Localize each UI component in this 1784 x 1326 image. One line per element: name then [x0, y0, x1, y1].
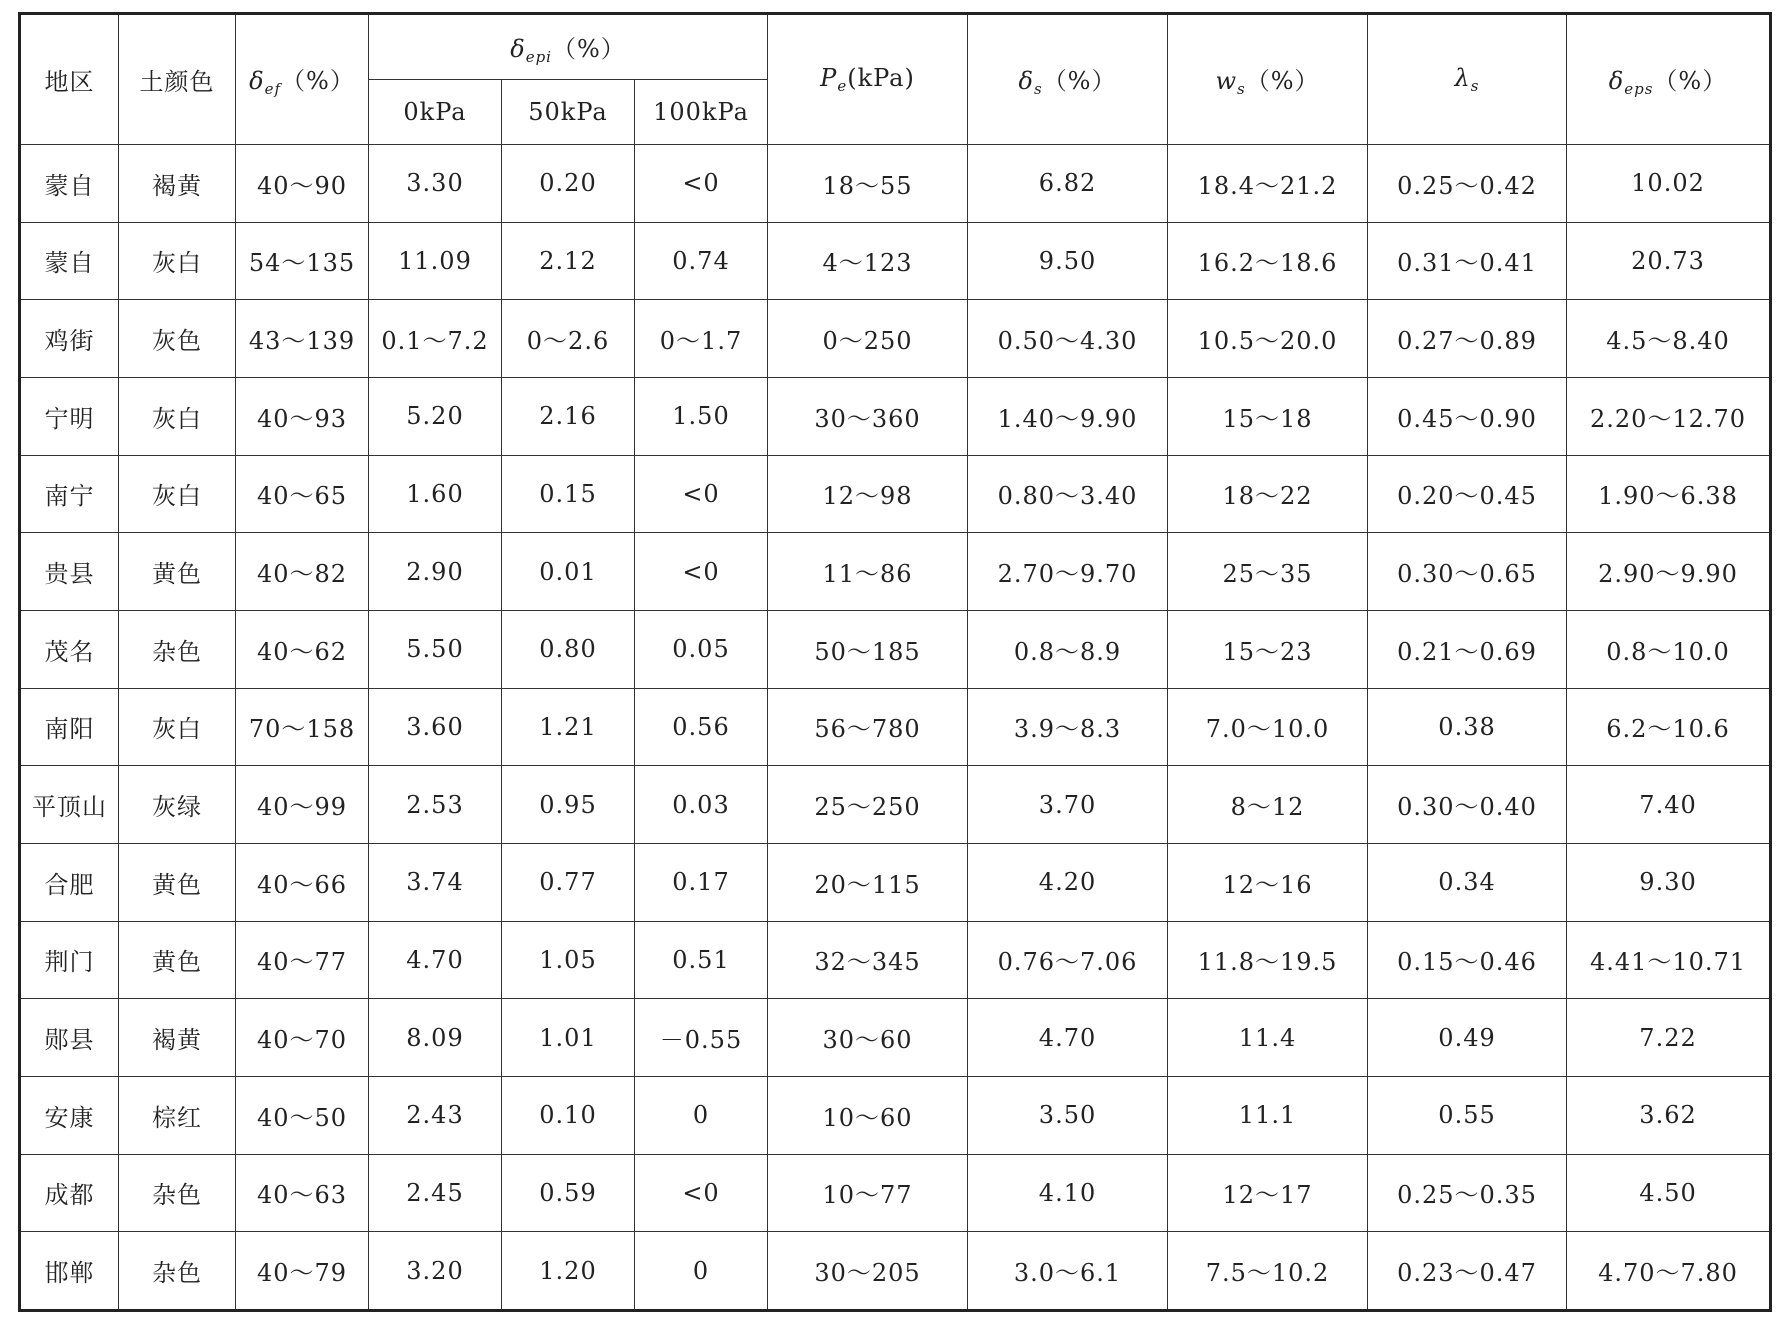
cell-d-ef: 40～82 — [236, 533, 369, 611]
cell-w-s: 18～22 — [1168, 455, 1368, 533]
cell-soil-color: 灰色 — [119, 300, 236, 378]
cell-lambda-s: 0.15～0.46 — [1368, 921, 1567, 999]
cell-d-epi-50kpa: 2.16 — [502, 377, 635, 455]
cell-w-s: 11.4 — [1168, 999, 1368, 1077]
header-w-s-sub: s — [1237, 80, 1246, 98]
cell-d-s: 9.50 — [968, 222, 1168, 300]
cell-soil-color: 灰绿 — [119, 766, 236, 844]
cell-d-epi-50kpa: 0.59 — [502, 1154, 635, 1232]
cell-region: 安康 — [20, 1076, 119, 1154]
cell-region: 茂名 — [20, 610, 119, 688]
cell-d-epi-50kpa: 2.12 — [502, 222, 635, 300]
cell-d-eps: 7.40 — [1567, 766, 1771, 844]
cell-soil-color: 杂色 — [119, 1232, 236, 1311]
cell-pe: 10～60 — [768, 1076, 968, 1154]
cell-d-epi-0kpa: 1.60 — [369, 455, 502, 533]
header-d-ef-symbol: δ — [249, 67, 265, 95]
cell-d-epi-50kpa: 0.95 — [502, 766, 635, 844]
header-d-epi-50kpa: 50kPa — [502, 80, 635, 145]
cell-pe: 50～185 — [768, 610, 968, 688]
cell-w-s: 18.4～21.2 — [1168, 145, 1368, 223]
cell-w-s: 7.5～10.2 — [1168, 1232, 1368, 1311]
cell-d-epi-100kpa: <0 — [635, 145, 768, 223]
cell-d-epi-50kpa: 0.01 — [502, 533, 635, 611]
cell-d-s: 3.50 — [968, 1076, 1168, 1154]
cell-region: 郧县 — [20, 999, 119, 1077]
table-row — [20, 1154, 1771, 1232]
cell-pe: 56～780 — [768, 688, 968, 766]
header-d-epi-100kpa: 100kPa — [635, 80, 768, 145]
cell-lambda-s: 0.21～0.69 — [1368, 610, 1567, 688]
header-d-s-unit: （%） — [1042, 67, 1117, 95]
cell-d-ef: 40～66 — [236, 843, 369, 921]
table-row — [20, 766, 1771, 844]
cell-w-s: 7.0～10.0 — [1168, 688, 1368, 766]
cell-d-epi-100kpa: 0.05 — [635, 610, 768, 688]
cell-d-eps: 6.2～10.6 — [1567, 688, 1771, 766]
header-d-s — [968, 14, 1168, 145]
header-w-s-symbol: w — [1215, 67, 1238, 95]
cell-d-epi-50kpa: 0.15 — [502, 455, 635, 533]
cell-region: 蒙自 — [20, 145, 119, 223]
cell-lambda-s: 0.27～0.89 — [1368, 300, 1567, 378]
table-row — [20, 1232, 1771, 1311]
cell-d-epi-100kpa: <0 — [635, 1154, 768, 1232]
cell-d-epi-100kpa: <0 — [635, 455, 768, 533]
cell-d-s: 1.40～9.90 — [968, 377, 1168, 455]
cell-soil-color: 灰白 — [119, 688, 236, 766]
cell-d-epi-100kpa: －0.55 — [635, 999, 768, 1077]
cell-d-epi-100kpa: 0.56 — [635, 688, 768, 766]
cell-d-ef: 40～79 — [236, 1232, 369, 1311]
cell-soil-color: 黄色 — [119, 533, 236, 611]
cell-d-s: 4.70 — [968, 999, 1168, 1077]
table-row — [20, 222, 1771, 300]
cell-d-epi-50kpa: 0.80 — [502, 610, 635, 688]
cell-d-epi-0kpa: 2.45 — [369, 1154, 502, 1232]
header-lambda-s — [1368, 14, 1567, 145]
cell-d-eps: 0.8～10.0 — [1567, 610, 1771, 688]
cell-lambda-s: 0.34 — [1368, 843, 1567, 921]
cell-d-s: 0.80～3.40 — [968, 455, 1168, 533]
cell-lambda-s: 0.25～0.35 — [1368, 1154, 1567, 1232]
cell-soil-color: 黄色 — [119, 921, 236, 999]
cell-soil-color: 褐黄 — [119, 999, 236, 1077]
header-d-eps — [1567, 14, 1771, 145]
cell-d-ef: 40～65 — [236, 455, 369, 533]
cell-region: 合肥 — [20, 843, 119, 921]
cell-d-epi-50kpa: 1.20 — [502, 1232, 635, 1311]
cell-d-eps: 3.62 — [1567, 1076, 1771, 1154]
table-row — [20, 455, 1771, 533]
table-row — [20, 999, 1771, 1077]
cell-region: 荆门 — [20, 921, 119, 999]
cell-w-s: 12～16 — [1168, 843, 1368, 921]
cell-d-ef: 40～50 — [236, 1076, 369, 1154]
cell-w-s: 25～35 — [1168, 533, 1368, 611]
cell-region: 成都 — [20, 1154, 119, 1232]
cell-w-s: 16.2～18.6 — [1168, 222, 1368, 300]
cell-d-epi-100kpa: <0 — [635, 533, 768, 611]
cell-d-epi-100kpa: 0.51 — [635, 921, 768, 999]
cell-d-epi-100kpa: 0 — [635, 1232, 768, 1311]
header-pe-unit: (kPa) — [847, 64, 915, 92]
cell-d-epi-0kpa: 2.90 — [369, 533, 502, 611]
header-pe-sub: e — [837, 77, 848, 95]
header-w-s — [1168, 14, 1368, 145]
data-table — [18, 12, 1772, 1312]
header-d-ef — [236, 14, 369, 145]
cell-d-epi-0kpa: 5.50 — [369, 610, 502, 688]
cell-d-epi-0kpa: 0.1～7.2 — [369, 300, 502, 378]
cell-pe: 10～77 — [768, 1154, 968, 1232]
cell-soil-color: 灰白 — [119, 455, 236, 533]
cell-d-s: 2.70～9.70 — [968, 533, 1168, 611]
header-d-eps-sub: eps — [1624, 80, 1654, 98]
cell-d-epi-100kpa: 1.50 — [635, 377, 768, 455]
cell-d-epi-0kpa: 4.70 — [369, 921, 502, 999]
header-d-s-sub: s — [1033, 80, 1043, 98]
cell-d-epi-100kpa: 0.03 — [635, 766, 768, 844]
cell-d-epi-0kpa: 2.43 — [369, 1076, 502, 1154]
cell-w-s: 11.8～19.5 — [1168, 921, 1368, 999]
cell-w-s: 11.1 — [1168, 1076, 1368, 1154]
cell-lambda-s: 0.25～0.42 — [1368, 145, 1567, 223]
cell-soil-color: 灰白 — [119, 222, 236, 300]
cell-d-epi-0kpa: 11.09 — [369, 222, 502, 300]
header-pe-symbol: P — [820, 64, 838, 92]
cell-lambda-s: 0.30～0.40 — [1368, 766, 1567, 844]
cell-pe: 25～250 — [768, 766, 968, 844]
cell-d-eps: 20.73 — [1567, 222, 1771, 300]
table-body — [20, 145, 1771, 1311]
header-lambda-s-sub: s — [1470, 77, 1480, 95]
cell-region: 鸡街 — [20, 300, 119, 378]
cell-w-s: 10.5～20.0 — [1168, 300, 1368, 378]
cell-d-ef: 43～139 — [236, 300, 369, 378]
cell-region: 宁明 — [20, 377, 119, 455]
cell-soil-color: 杂色 — [119, 1154, 236, 1232]
cell-d-epi-50kpa: 1.05 — [502, 921, 635, 999]
cell-d-epi-100kpa: 0～1.7 — [635, 300, 768, 378]
table-header — [20, 14, 1771, 145]
cell-d-ef: 40～93 — [236, 377, 369, 455]
table-row — [20, 1076, 1771, 1154]
cell-d-ef: 40～63 — [236, 1154, 369, 1232]
cell-d-epi-50kpa: 0.10 — [502, 1076, 635, 1154]
cell-d-epi-0kpa: 8.09 — [369, 999, 502, 1077]
cell-soil-color: 棕红 — [119, 1076, 236, 1154]
cell-region: 南阳 — [20, 688, 119, 766]
cell-w-s: 15～23 — [1168, 610, 1368, 688]
cell-pe: 0～250 — [768, 300, 968, 378]
cell-lambda-s: 0.38 — [1368, 688, 1567, 766]
cell-lambda-s: 0.20～0.45 — [1368, 455, 1567, 533]
cell-d-eps: 4.5～8.40 — [1567, 300, 1771, 378]
cell-pe: 18～55 — [768, 145, 968, 223]
header-region: 地区 — [20, 14, 119, 145]
cell-region: 平顶山 — [20, 766, 119, 844]
cell-d-epi-0kpa: 5.20 — [369, 377, 502, 455]
cell-region: 南宁 — [20, 455, 119, 533]
cell-d-s: 3.0～6.1 — [968, 1232, 1168, 1311]
cell-d-epi-100kpa: 0 — [635, 1076, 768, 1154]
table-row — [20, 688, 1771, 766]
header-d-ef-sub: ef — [264, 80, 282, 98]
cell-d-eps: 2.90～9.90 — [1567, 533, 1771, 611]
table-row — [20, 610, 1771, 688]
table-row — [20, 843, 1771, 921]
cell-d-eps: 4.41～10.71 — [1567, 921, 1771, 999]
cell-soil-color: 杂色 — [119, 610, 236, 688]
cell-pe: 4～123 — [768, 222, 968, 300]
cell-d-epi-0kpa: 3.30 — [369, 145, 502, 223]
cell-d-eps: 4.50 — [1567, 1154, 1771, 1232]
header-d-epi-symbol: δ — [510, 34, 526, 63]
cell-d-epi-100kpa: 0.17 — [635, 843, 768, 921]
cell-lambda-s: 0.49 — [1368, 999, 1567, 1077]
cell-region: 蒙自 — [20, 222, 119, 300]
cell-d-ef: 70～158 — [236, 688, 369, 766]
header-d-epi — [369, 14, 768, 80]
header-d-epi-sub: epi — [525, 47, 552, 66]
header-d-s-symbol: δ — [1018, 67, 1034, 95]
cell-lambda-s: 0.45～0.90 — [1368, 377, 1567, 455]
cell-d-eps: 10.02 — [1567, 145, 1771, 223]
header-d-epi-0kpa: 0kPa — [369, 80, 502, 145]
header-d-ef-unit: （%） — [281, 67, 355, 95]
header-d-epi-unit: （%） — [551, 34, 626, 63]
cell-d-epi-0kpa: 3.60 — [369, 688, 502, 766]
cell-pe: 30～60 — [768, 999, 968, 1077]
header-d-eps-unit: （%） — [1653, 67, 1728, 95]
cell-region: 邯郸 — [20, 1232, 119, 1311]
cell-d-s: 4.20 — [968, 843, 1168, 921]
cell-w-s: 15～18 — [1168, 377, 1368, 455]
header-pe — [768, 14, 968, 145]
cell-pe: 11～86 — [768, 533, 968, 611]
cell-d-s: 0.8～8.9 — [968, 610, 1168, 688]
header-w-s-unit: （%） — [1245, 67, 1320, 95]
cell-d-epi-50kpa: 1.21 — [502, 688, 635, 766]
cell-lambda-s: 0.55 — [1368, 1076, 1567, 1154]
header-lambda-s-symbol: λ — [1454, 64, 1471, 92]
table-row — [20, 377, 1771, 455]
cell-d-eps: 2.20～12.70 — [1567, 377, 1771, 455]
cell-d-ef: 40～77 — [236, 921, 369, 999]
cell-d-ef: 40～62 — [236, 610, 369, 688]
table-row — [20, 300, 1771, 378]
cell-d-s: 0.50～4.30 — [968, 300, 1168, 378]
table-row — [20, 145, 1771, 223]
cell-lambda-s: 0.23～0.47 — [1368, 1232, 1567, 1311]
cell-w-s: 8～12 — [1168, 766, 1368, 844]
header-soil-color: 土颜色 — [119, 14, 236, 145]
cell-d-epi-100kpa: 0.74 — [635, 222, 768, 300]
cell-region: 贵县 — [20, 533, 119, 611]
cell-d-epi-0kpa: 3.74 — [369, 843, 502, 921]
cell-d-epi-0kpa: 2.53 — [369, 766, 502, 844]
cell-pe: 30～205 — [768, 1232, 968, 1311]
cell-d-ef: 54～135 — [236, 222, 369, 300]
cell-soil-color: 黄色 — [119, 843, 236, 921]
table-row — [20, 921, 1771, 999]
cell-d-s: 3.70 — [968, 766, 1168, 844]
cell-d-s: 3.9～8.3 — [968, 688, 1168, 766]
cell-d-s: 4.10 — [968, 1154, 1168, 1232]
cell-soil-color: 灰白 — [119, 377, 236, 455]
cell-pe: 32～345 — [768, 921, 968, 999]
cell-lambda-s: 0.31～0.41 — [1368, 222, 1567, 300]
cell-d-eps: 1.90～6.38 — [1567, 455, 1771, 533]
table-row — [20, 533, 1771, 611]
cell-lambda-s: 0.30～0.65 — [1368, 533, 1567, 611]
cell-d-ef: 40～99 — [236, 766, 369, 844]
cell-d-eps: 4.70～7.80 — [1567, 1232, 1771, 1311]
cell-d-epi-50kpa: 0.20 — [502, 145, 635, 223]
header-d-eps-symbol: δ — [1608, 67, 1625, 95]
cell-w-s: 12～17 — [1168, 1154, 1368, 1232]
cell-pe: 30～360 — [768, 377, 968, 455]
cell-d-eps: 9.30 — [1567, 843, 1771, 921]
cell-d-ef: 40～70 — [236, 999, 369, 1077]
cell-d-epi-50kpa: 0～2.6 — [502, 300, 635, 378]
cell-soil-color: 褐黄 — [119, 145, 236, 223]
cell-d-s: 6.82 — [968, 145, 1168, 223]
cell-d-epi-50kpa: 1.01 — [502, 999, 635, 1077]
cell-pe: 20～115 — [768, 843, 968, 921]
cell-d-eps: 7.22 — [1567, 999, 1771, 1077]
cell-pe: 12～98 — [768, 455, 968, 533]
cell-d-ef: 40～90 — [236, 145, 369, 223]
cell-d-epi-50kpa: 0.77 — [502, 843, 635, 921]
cell-d-s: 0.76～7.06 — [968, 921, 1168, 999]
cell-d-epi-0kpa: 3.20 — [369, 1232, 502, 1311]
